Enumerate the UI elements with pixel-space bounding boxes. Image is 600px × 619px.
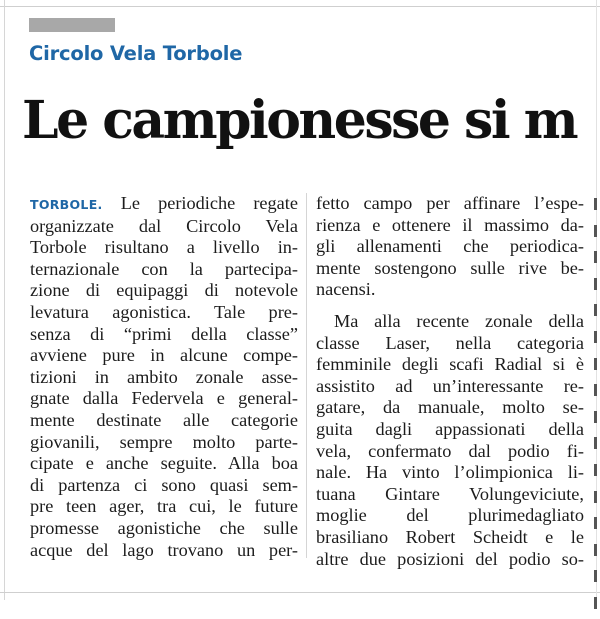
text-line: rienza e ottenere il massimo da- [316, 214, 584, 235]
cropped-text-fragment [594, 384, 597, 396]
text-line: acque del lago trovano un per- [30, 539, 298, 560]
text-line: vela, confermato dal podio fi- [316, 440, 584, 461]
cropped-text-fragment [594, 437, 597, 449]
cropped-text-fragment [594, 544, 597, 556]
text-line: promesse agonistiche che sulle [30, 517, 298, 538]
cropped-text-fragment [594, 464, 597, 476]
clipping-border-bottom [0, 592, 600, 593]
text-line: di partenza ci sono quasi sem- [30, 474, 298, 495]
text-line: assistito ad un’interessante re- [316, 375, 584, 396]
cropped-text-fragment [594, 331, 597, 343]
text-line: ternazionale con la partecipa- [30, 258, 298, 279]
text-line: nacensi. [316, 279, 376, 300]
text-line: tizioni in ambito zonale asse- [30, 366, 298, 387]
article-headline: Le campionesse si m [22, 90, 577, 151]
text-line: Torbole risultano a livello in- [30, 237, 298, 258]
text-line: mente sostengono sulle rive be- [316, 257, 584, 278]
text-line: moglie del plurimedagliato [316, 505, 584, 526]
text-line: gli allenamenti che periodica- [316, 236, 584, 257]
article-column-1 [30, 193, 298, 561]
cropped-text-fragment [594, 304, 597, 316]
cropped-text-fragment [594, 198, 597, 210]
cropped-text-fragment [594, 251, 597, 263]
cropped-text-fragment [594, 517, 597, 529]
text-line: zione di equipaggi di notevole [30, 280, 298, 301]
cropped-text-fragment [594, 491, 597, 503]
text-line: brasiliano Robert Scheidt e le [316, 526, 584, 547]
text-line: levatura agonistica. Tale pre- [30, 301, 298, 322]
text-line: TORBOLE. Le periodiche regate [30, 193, 298, 213]
cropped-text-fragment [594, 225, 597, 237]
cropped-text-fragment [594, 278, 597, 290]
cropped-text-fragment [594, 411, 597, 423]
clipping-border-left [4, 0, 5, 600]
text-line: avviene pure in alcune compe- [30, 345, 298, 366]
text-line: guita dagli appassionati della [316, 418, 584, 439]
text-line: tuana Gintare Volungeviciute, [316, 483, 584, 504]
clipping-border-top [0, 6, 600, 7]
text-line: senza di “primi della classe” [30, 323, 298, 344]
section-marker-bar [29, 18, 115, 32]
text-line: fetto campo per affinare l’espe- [316, 193, 584, 213]
cropped-text-fragment [594, 570, 597, 582]
text-line: gnate dalla Federvela e general- [30, 388, 298, 409]
dateline: TORBOLE. [30, 197, 103, 212]
text-line: nale. Ha vinto l’olimpionica li- [316, 462, 584, 483]
text-line: femminile degli scafi Radial si è [316, 354, 584, 375]
text-line: mente destinate alle categorie [30, 409, 298, 430]
column-divider [306, 193, 307, 558]
text-line: Ma alla recente zonale della [334, 310, 584, 331]
text-line: organizzate dal Circolo Vela [30, 215, 298, 236]
text-line: giovanili, sempre molto parte- [30, 431, 298, 452]
cropped-text-fragment [594, 597, 597, 609]
text-line: classe Laser, nella categoria [316, 332, 584, 353]
cropped-text-fragment [594, 358, 597, 370]
text-line: cipate e anche seguite. Alla boa [30, 453, 298, 474]
text-line: pre teen ager, tra cui, le future [30, 496, 298, 517]
paragraph-gap [316, 301, 584, 311]
cropped-column-3-edge [594, 193, 597, 558]
text-line: altre due posizioni del podio so- [316, 548, 584, 569]
article-column-2 [316, 193, 584, 570]
section-kicker: Circolo Vela Torbole [29, 42, 243, 65]
text-line: gatare, da manuale, molto se- [316, 397, 584, 418]
